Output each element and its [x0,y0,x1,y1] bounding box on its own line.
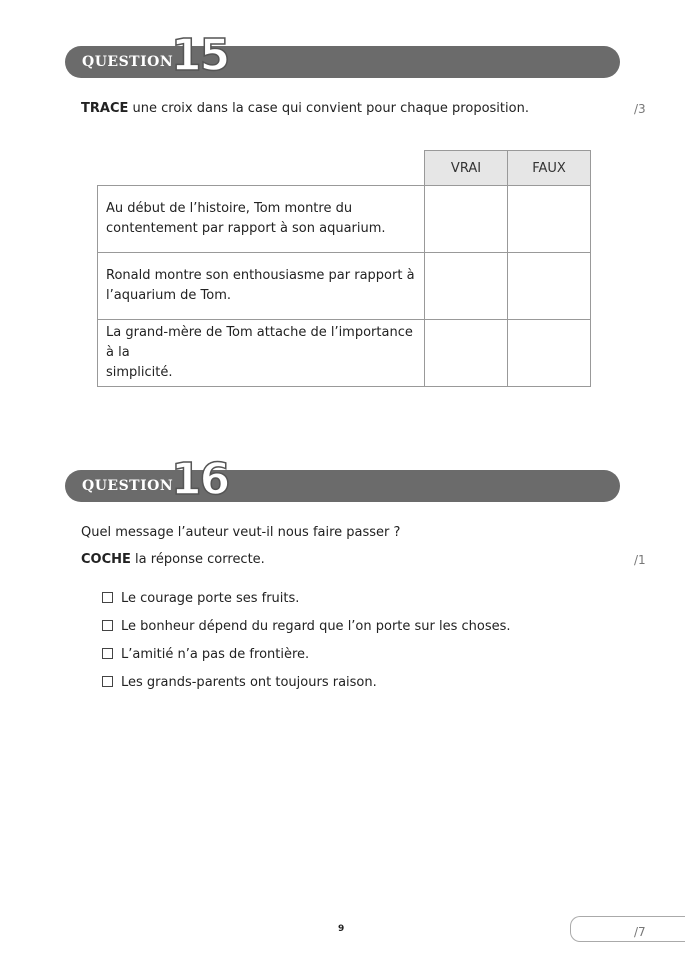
question-label: QUESTION [82,54,174,70]
q16-instruction [81,552,265,567]
statement-line: l’aquarium de Tom. [106,288,232,303]
option-label: L’amitié n’a pas de frontière. [121,647,310,662]
answer-cell-faux-1[interactable] [508,186,591,253]
option-2[interactable] [102,619,511,634]
col-header-vrai: VRAI [425,151,508,186]
q16-instruction-text: la réponse correcte. [135,552,265,567]
question-number: 16 [171,454,229,505]
statement-line: simplicité. [106,365,173,380]
question-number: 15 [171,30,229,81]
checkbox-icon[interactable] [102,676,113,687]
col-header-faux: FAUX [508,151,591,186]
q15-instruction-verb: TRACE [81,101,129,116]
checkbox-icon[interactable] [102,620,113,631]
statement-1 [98,186,425,253]
q15-score: /3 [634,102,646,116]
total-score: /7 [634,925,646,939]
question-label: QUESTION [82,478,174,494]
score-tab [570,916,685,942]
q15-instruction [81,101,529,116]
true-false-table [97,150,591,387]
answer-cell-vrai-1[interactable] [425,186,508,253]
q16-question: Quel message l’auteur veut-il nous faire passer ? [81,525,401,540]
table-row [98,186,591,253]
statement-line: La grand-mère de Tom attache de l’importance à la [106,325,413,360]
q16-instruction-verb: COCHE [81,552,131,567]
answer-cell-vrai-2[interactable] [425,253,508,320]
option-4[interactable] [102,675,377,690]
option-3[interactable] [102,647,309,662]
answer-cell-vrai-3[interactable] [425,320,508,387]
statement-2 [98,253,425,320]
option-label: Le courage porte ses fruits. [121,591,300,606]
question-16-header [65,454,620,505]
q15-instruction-text: une croix dans la case qui convient pour chaque proposition. [132,101,529,116]
page-number: 9 [338,924,345,934]
question-15-header [65,30,620,81]
option-label: Les grands-parents ont toujours raison. [121,675,377,690]
statement-3 [98,320,425,387]
checkbox-icon[interactable] [102,592,113,603]
checkbox-icon[interactable] [102,648,113,659]
statement-line: contentement par rapport à son aquarium. [106,221,386,236]
statement-line: Au début de l’histoire, Tom montre du [106,201,353,216]
table-row [98,253,591,320]
table-row [98,320,591,387]
statement-line: Ronald montre son enthousiasme par rapport à [106,268,415,283]
answer-cell-faux-3[interactable] [508,320,591,387]
q16-score: /1 [634,553,646,567]
option-label: Le bonheur dépend du regard que l’on porte sur les choses. [121,619,511,634]
answer-cell-faux-2[interactable] [508,253,591,320]
option-1[interactable] [102,591,299,606]
